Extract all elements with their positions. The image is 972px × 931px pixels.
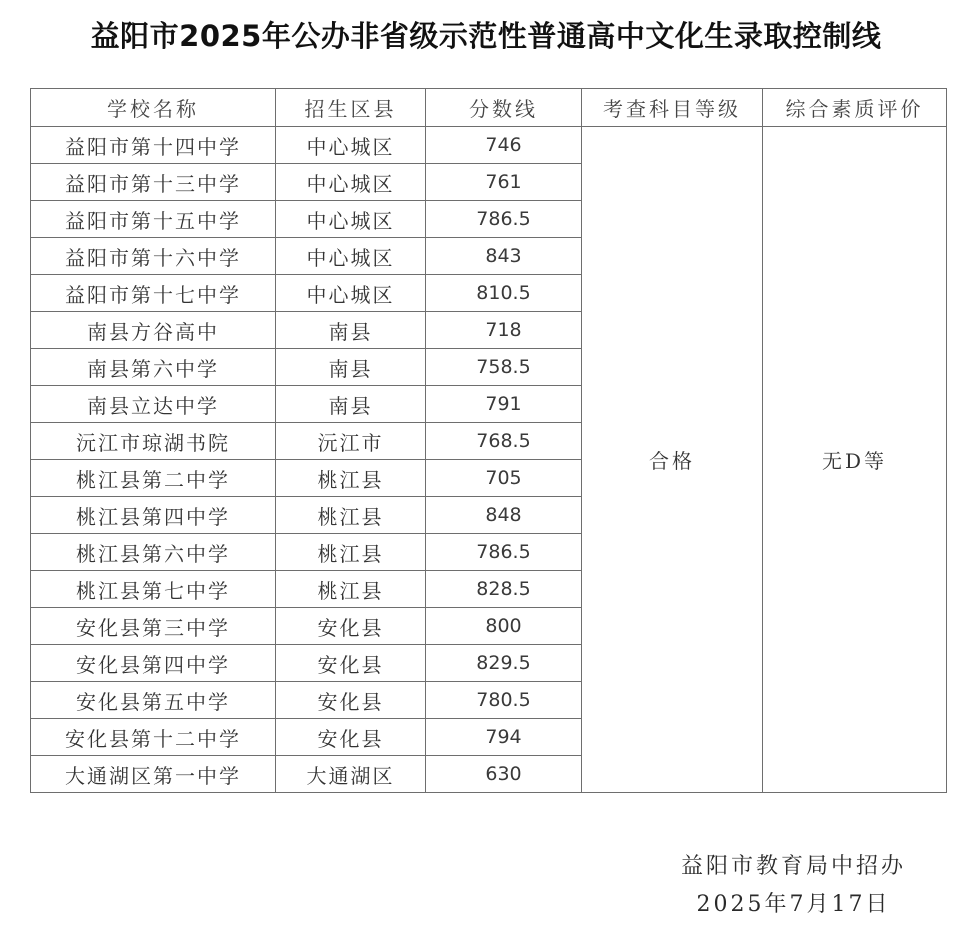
district-cell: 南县 bbox=[276, 386, 426, 423]
score-cell: 758.5 bbox=[426, 349, 582, 386]
district-cell: 中心城区 bbox=[276, 275, 426, 312]
district-cell: 安化县 bbox=[276, 719, 426, 756]
school-name-cell: 益阳市第十七中学 bbox=[31, 275, 276, 312]
district-cell: 中心城区 bbox=[276, 201, 426, 238]
school-name-cell: 南县方谷高中 bbox=[31, 312, 276, 349]
school-name-cell: 安化县第十二中学 bbox=[31, 719, 276, 756]
school-name-cell: 南县第六中学 bbox=[31, 349, 276, 386]
district-cell: 南县 bbox=[276, 349, 426, 386]
school-name-cell: 安化县第四中学 bbox=[31, 645, 276, 682]
school-name-cell: 桃江县第二中学 bbox=[31, 460, 276, 497]
district-cell: 中心城区 bbox=[276, 238, 426, 275]
score-cell: 848 bbox=[426, 497, 582, 534]
header-score: 分数线 bbox=[426, 89, 582, 127]
score-cell: 810.5 bbox=[426, 275, 582, 312]
school-name-cell: 桃江县第六中学 bbox=[31, 534, 276, 571]
district-cell: 安化县 bbox=[276, 608, 426, 645]
quality-evaluation-cell: 无D等 bbox=[763, 127, 947, 793]
score-cell: 768.5 bbox=[426, 423, 582, 460]
district-cell: 桃江县 bbox=[276, 497, 426, 534]
score-cell: 630 bbox=[426, 756, 582, 793]
score-cell: 718 bbox=[426, 312, 582, 349]
score-cell: 800 bbox=[426, 608, 582, 645]
table-row bbox=[31, 127, 947, 164]
table-header-row bbox=[31, 89, 947, 127]
school-name-cell: 大通湖区第一中学 bbox=[31, 756, 276, 793]
district-cell: 南县 bbox=[276, 312, 426, 349]
header-exam-level: 考查科目等级 bbox=[582, 89, 763, 127]
score-cell: 794 bbox=[426, 719, 582, 756]
header-school: 学校名称 bbox=[31, 89, 276, 127]
page-title: 益阳市2025年公办非省级示范性普通高中文化生录取控制线 bbox=[90, 19, 882, 53]
admission-cutoff-table bbox=[30, 88, 947, 793]
score-cell: 761 bbox=[426, 164, 582, 201]
district-cell: 大通湖区 bbox=[276, 756, 426, 793]
score-cell: 746 bbox=[426, 127, 582, 164]
school-name-cell: 益阳市第十五中学 bbox=[31, 201, 276, 238]
district-cell: 沅江市 bbox=[276, 423, 426, 460]
district-cell: 中心城区 bbox=[276, 127, 426, 164]
school-name-cell: 南县立达中学 bbox=[31, 386, 276, 423]
score-cell: 829.5 bbox=[426, 645, 582, 682]
school-name-cell: 安化县第五中学 bbox=[31, 682, 276, 719]
school-name-cell: 益阳市第十六中学 bbox=[31, 238, 276, 275]
district-cell: 桃江县 bbox=[276, 534, 426, 571]
district-cell: 桃江县 bbox=[276, 571, 426, 608]
score-cell: 786.5 bbox=[426, 534, 582, 571]
table-body bbox=[31, 127, 947, 793]
signature-block bbox=[681, 848, 906, 924]
district-cell: 桃江县 bbox=[276, 460, 426, 497]
score-cell: 828.5 bbox=[426, 571, 582, 608]
school-name-cell: 益阳市第十四中学 bbox=[31, 127, 276, 164]
school-name-cell: 沅江市琼湖书院 bbox=[31, 423, 276, 460]
district-cell: 中心城区 bbox=[276, 164, 426, 201]
issue-date: 2025年7月17日 bbox=[696, 892, 891, 917]
score-cell: 791 bbox=[426, 386, 582, 423]
district-cell: 安化县 bbox=[276, 645, 426, 682]
exam-level-cell: 合格 bbox=[582, 127, 763, 793]
header-district: 招生区县 bbox=[276, 89, 426, 127]
score-cell: 780.5 bbox=[426, 682, 582, 719]
school-name-cell: 安化县第三中学 bbox=[31, 608, 276, 645]
school-name-cell: 桃江县第七中学 bbox=[31, 571, 276, 608]
score-cell: 843 bbox=[426, 238, 582, 275]
score-cell: 786.5 bbox=[426, 201, 582, 238]
school-name-cell: 益阳市第十三中学 bbox=[31, 164, 276, 201]
header-quality: 综合素质评价 bbox=[763, 89, 947, 127]
issuer-name: 益阳市教育局中招办 bbox=[680, 854, 906, 879]
district-cell: 安化县 bbox=[276, 682, 426, 719]
score-cell: 705 bbox=[426, 460, 582, 497]
school-name-cell: 桃江县第四中学 bbox=[31, 497, 276, 534]
